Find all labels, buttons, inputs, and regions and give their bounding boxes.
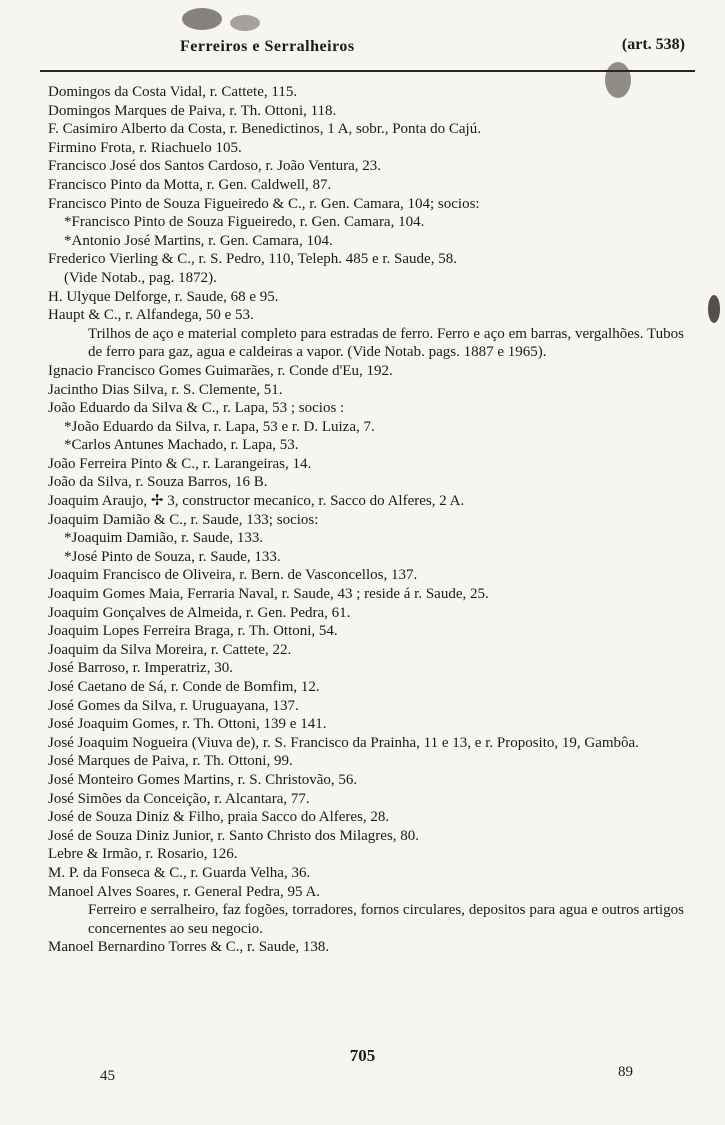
- directory-entry: H. Ulyque Delforge, r. Saude, 68 e 95.: [48, 288, 279, 305]
- directory-entry: F. Casimiro Alberto da Costa, r. Benedictinos, 1 A, sobr., Ponta do Cajú.: [48, 121, 481, 138]
- signature-mark-left: 45: [100, 1068, 115, 1084]
- directory-entry: Joaquim da Silva Moreira, r. Cattete, 22.: [48, 641, 292, 658]
- directory-entry: Joaquim Gomes Maia, Ferraria Naval, r. Saude, 43 ; reside á r. Saude, 25.: [48, 586, 489, 603]
- directory-entry: José Joaquim Nogueira (Viuva de), r. S. Francisco da Prainha, 11 e 13, e r. Proposito, 19, Gambôa.: [48, 734, 639, 751]
- directory-entry: Manoel Alves Soares, r. General Pedra, 95 A.: [48, 883, 321, 900]
- entry-partner: *Carlos Antunes Machado, r. Lapa, 53.: [64, 437, 299, 454]
- page-header: [40, 30, 695, 72]
- page-number: 705: [349, 1046, 376, 1065]
- entry-note: Trilhos de aço e material completo para estradas de ferro. Ferro e aço em barras, vergalhões. Tubos de ferro para gaz, agua e caldeiras a vapor. (Vide Notab. pags. 1887 e 1965).: [88, 325, 684, 361]
- directory-entry: José Monteiro Gomes Martins, r. S. Christovão, 56.: [48, 771, 358, 788]
- directory-entry: Jacintho Dias Silva, r. S. Clemente, 51.: [48, 381, 283, 398]
- directory-entry: José Barroso, r. Imperatriz, 30.: [48, 660, 233, 677]
- directory-entry: João Eduardo da Silva & C., r. Lapa, 53 ; socios :: [48, 400, 345, 417]
- entry-partner: (Vide Notab., pag. 1872).: [64, 269, 217, 286]
- directory-entry: Haupt & C., r. Alfandega, 50 e 53.: [48, 307, 254, 324]
- directory-entry: Francisco Pinto de Souza Figueiredo & C., r. Gen. Camara, 104; socios:: [48, 195, 480, 212]
- directory-entry: José de Souza Diniz & Filho, praia Sacco do Alferes, 28.: [48, 809, 390, 826]
- directory-entry: Domingos da Costa Vidal, r. Cattete, 115.: [48, 84, 298, 100]
- directory-entry: José Marques de Paiva, r. Th. Ottoni, 99.: [48, 753, 293, 770]
- directory-entry: José Caetano de Sá, r. Conde de Bomfim, 12.: [48, 679, 320, 695]
- entry-note: Ferreiro e serralheiro, faz fogões, torradores, fornos circulares, depositos para agua e outros artigos concernentes ao seu negocio.: [88, 902, 684, 937]
- entry-partner: *Francisco Pinto de Souza Figueiredo, r. Gen. Camara, 104.: [64, 214, 425, 231]
- directory-entry: José de Souza Diniz Junior, r. Santo Christo dos Milagres, 80.: [48, 827, 420, 844]
- directory-entry: Lebre & Irmão, r. Rosario, 126.: [48, 846, 238, 863]
- entry-partner: *Antonio José Martins, r. Gen. Camara, 104.: [64, 232, 333, 249]
- entry-partner: *João Eduardo da Silva, r. Lapa, 53 e r. D. Luiza, 7.: [64, 418, 375, 435]
- directory-entry: Manoel Bernardino Torres & C., r. Saude, 138.: [48, 939, 330, 956]
- ink-blot: [230, 15, 260, 31]
- entry-partner: *Joaquim Damião, r. Saude, 133.: [64, 530, 264, 547]
- ink-blot: [708, 295, 720, 323]
- directory-entry: José Joaquim Gomes, r. Th. Ottoni, 139 e 141.: [48, 716, 327, 733]
- directory-entry: Ignacio Francisco Gomes Guimarães, r. Conde d'Eu, 192.: [48, 362, 393, 379]
- article-reference: (art. 538): [621, 36, 685, 53]
- directory-entry: José Gomes da Silva, r. Uruguayana, 137.: [48, 697, 299, 714]
- directory-entry: Francisco José dos Santos Cardoso, r. João Ventura, 23.: [48, 158, 382, 175]
- section-title: Ferreiros e Serralheiros: [180, 38, 355, 55]
- directory-entry: Joaquim Araujo, ✢ 3, constructor mecanico, r. Sacco do Alferes, 2 A.: [48, 493, 465, 510]
- directory-entry: José Simões da Conceição, r. Alcantara, 77.: [48, 790, 310, 807]
- directory-entry: Frederico Vierling & C., r. S. Pedro, 110, Teleph. 485 e r. Saude, 58.: [48, 251, 457, 268]
- directory-entry: Domingos Marques de Paiva, r. Th. Ottoni, 118.: [48, 102, 337, 119]
- directory-entry: Francisco Pinto da Motta, r. Gen. Caldwell, 87.: [48, 176, 332, 193]
- directory-entry: Joaquim Lopes Ferreira Braga, r. Th. Ottoni, 54.: [48, 623, 338, 640]
- entry-list: [48, 83, 684, 957]
- directory-entry: João Ferreira Pinto & C., r. Larangeiras, 14.: [48, 455, 312, 472]
- directory-entry: Firmino Frota, r. Riachuelo 105.: [48, 139, 242, 156]
- directory-entry: M. P. da Fonseca & C., r. Guarda Velha, 36.: [48, 864, 311, 881]
- ink-blot: [182, 8, 222, 30]
- signature-mark-right: 89: [618, 1064, 633, 1080]
- directory-entry: Joaquim Francisco de Oliveira, r. Bern. de Vasconcellos, 137.: [48, 567, 418, 584]
- entry-partner: *José Pinto de Souza, r. Saude, 133.: [64, 548, 281, 565]
- directory-entry: Joaquim Damião & C., r. Saude, 133; socios:: [48, 511, 319, 528]
- directory-entry: Joaquim Gonçalves de Almeida, r. Gen. Pedra, 61.: [48, 604, 351, 621]
- directory-entry: João da Silva, r. Souza Barros, 16 B.: [48, 474, 268, 491]
